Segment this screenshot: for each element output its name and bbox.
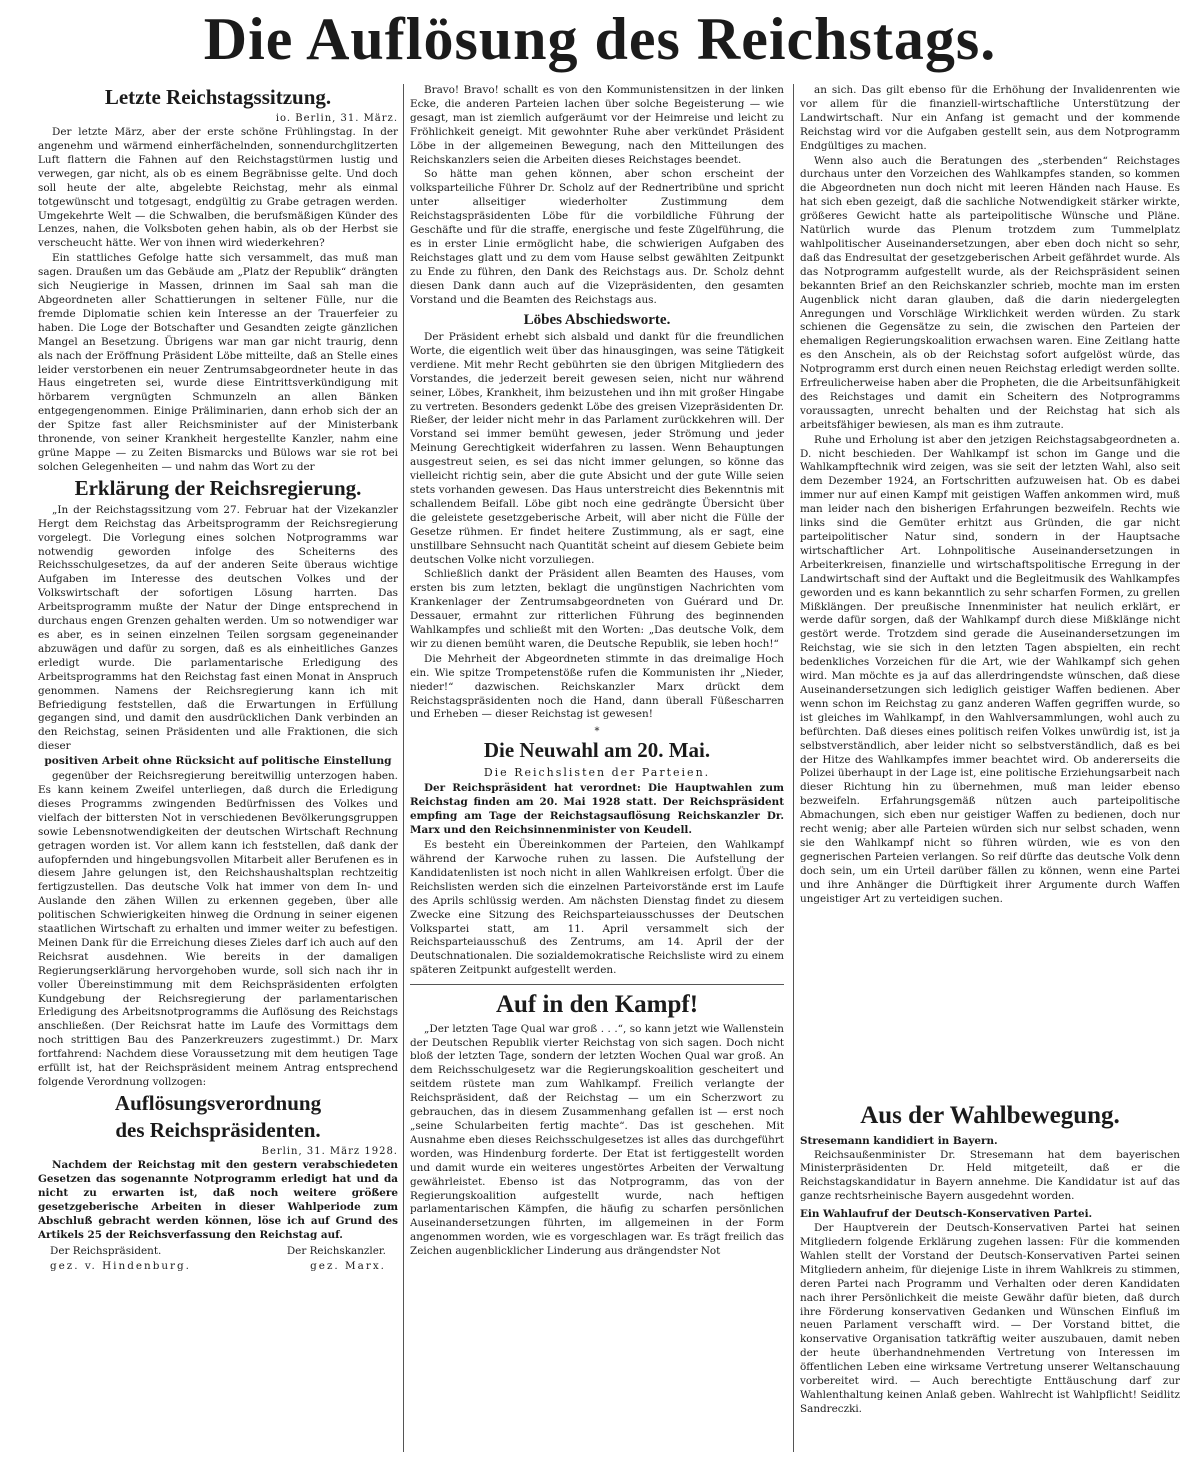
subheading: Stresemann kandidiert in Bayern. <box>800 1134 998 1147</box>
separator-star: * <box>594 726 600 738</box>
paragraph: Ein stattliches Gefolge hatte sich versammelt, das muß man sagen. Draußen um das Gebäude am „Platz der Republik“ drängten sich Neugierige in Massen, drinnen im Saal sah man die Abgeordneten aller Schattierungen in seltener Fülle, nur die fremde Diplomatie schien kein Interesse an der Trauerfeier zu haben. Die Loge der Botschafter und Gesandten zeigte gänzlichen Mangel an Besetzung. Übrigens war man gar nicht traurig, denn als nach der Eröffnung Präsident Löbe mitteilte, daß an Stelle eines leider verstorbenen ein neuer Zentrumsabgeordneter heute in das Haus eingetreten sei, wurde diese Eintrittsverkündigung mit hörbarem vergnügten Schmunzeln an allen Bänken entgegengenommen. Einige Präliminarien, dann erhob sich der an der Spitze fast aller Reichsminister auf der Ministerbank thronende, von seiner Krankheit hergestellte Kanzler, nahm eine grüne Mappe — zu Zeiten Bismarcks und Bülows war sie rot bei solchen Gelegenheiten — und nahm das Wort zu der <box>38 252 398 473</box>
section-heading: Letzte Reichstagssitzung. <box>104 85 332 109</box>
divider <box>410 984 784 985</box>
page-headline: Die Auflösung des Reichstags. <box>203 6 997 72</box>
column-1 <box>38 84 398 1446</box>
signature-names <box>38 1259 398 1274</box>
section-heading: Die Neuwahl am 20. Mai. <box>483 738 711 763</box>
paragraph: Wenn also auch die Beratungen des „sterbenden“ Reichstages durchaus unter den Vorzeichen des Wahlkampfes standen, so kommen die Abgeordneten nun doch nicht mit leeren Händen nach Hause. Es hat sich eben gezeigt, daß die sachliche Notwendigkeit stärker wirkte, größeres Gewicht hatte als parteipolitische Wünsche und Pläne. Natürlich wurde das Plenum trotzdem zum Tummelplatz wahlpolitischer Auseinandersetzungen, aber eben doch nicht so sehr, daß das Endresultat der gesetzgeberischen Arbeit gefährdet wurde. Als das Notprogramm aufgestellt wurde, als der Reichspräsident seinen bekannten Brief an den Reichskanzler schrieb, mochte man im ersten Augenblick nicht daran glauben, daß die darin niedergelegten Anregungen und Vorschläge Wirklichkeit werden würden. Zu stark schienen die Gegensätze zu sein, die zwischen den Parteien der ehemaligen Regierungskoalition erwachsen waren. Eine Zeitlang hatte es den Anschein, als ob der Reichstag sofort aufgelöst würde, das Notprogramm erst durch einen neuen Reichstag erledigt werden sollte. Erfreulicherweise haben aber die Propheten, die die Arbeitsunfähigkeit des Reichstages und damit ein Scheitern des Notprogramms voraussagten, unrecht behalten und der Reichstag hat sich als arbeitsfähiger bewiesen, als man es ihm zutraute. <box>800 154 1180 431</box>
paragraph: Der Präsident erhebt sich alsbald und dankt für die freundlichen Worte, die eigentlich weit über das hinausgingen, was seine Tätigkeit verdiene. Mit mehr Recht gebührten sie den übrigen Mitgliedern des Vorstandes, die jederzeit bereit gewesen seien, nicht nur während seiner, Löbes, Krankheit, ihm beizustehen und ihn mit großer Hingabe zu vertreten. Besonders gedenkt Löbe des greisen Vizepräsidenten Dr. Rießer, der leider nicht mehr in das Parlament zurückkehren will. Der Vorstand sei immer bemüht gewesen, jeder Strömung und jeder Meinung Gerechtigkeit widerfahren zu lassen. Wenn Behauptungen ausgestreut seien, es sei das nicht immer gelungen, so könne das vielleicht richtig sein, aber die gute Absicht und der gute Wille seien stets vorhanden gewesen. Das Haus unterstreicht dies Bekenntnis mit schallendem Beifall. Löbe gibt noch eine gedrängte Übersicht über die geleistete gesetzgeberische Arbeit, will aber nicht die Fülle der Gesetze rühmen. Er findet heitere Zustimmung, als er sagt, eine unstillbare Sehnsucht nach Quantität scheint auf diesem Gebiete beim deutschen Volke nicht vorzuliegen. <box>410 331 784 566</box>
column-divider <box>403 84 404 1452</box>
signature-title: Der Reichskanzler. <box>286 1244 386 1257</box>
paragraph: Der Hauptverein der Deutsch-Konservativen Partei hat seinen Mitgliedern folgende Erklärung zugehen lassen: Für die kommenden Wahlen stellt der Vorstand der Deutsch-Konservativen Partei seinen Mitgliedern anheim, für diejenige Liste in ihrem Wahlkreis zu stimmen, deren Partei nach Programm und Verhalten oder deren Kandidaten nach ihrer Persönlichkeit die meiste Gewähr dafür bieten, daß durch ihre Förderung konservativen Gedanken und Wünschen Einfluß im neuen Parlament verschafft wird. — Der Vorstand bittet, die konservative Organisation tatkräftig weiter auszubauen, damit neben der heute überhandnehmenden Vertretung von Interessen im öffentlichen Leben eine wirksame Vertretung unserer Weltanschauung vorbereitet wird. — Auch berechtigte Enttäuschung darf zur Wahlenthaltung keinen Anlaß geben. Wahlrecht ist Wahlpflicht! Seidlitz Sandreczki. <box>800 1222 1180 1415</box>
paragraph: Es besteht ein Übereinkommen der Parteien, den Wahlkampf während der Karwoche ruhen zu lassen. Die Aufstellung der Kandidatenlisten ist noch nicht in allen Wahlkreisen erfolgt. Über die Reichslisten werden sich die einzelnen Parteivorstände erst im Laufe des Aprils schlüssig werden. Am nächsten Dienstag findet zu diesem Zwecke eine Sitzung des Reichsparteiausschusses der Deutschen Volkspartei statt, am 11. April versammelt sich der Reichsparteiausschuß des Zentrums, am 14. April der der Deutschnationalen. Die sozialdemokratische Reichsliste wird zu einem späteren Zeitpunkt aufgestellt werden. <box>410 839 784 977</box>
dateline: io. Berlin, 31. März. <box>275 113 398 125</box>
signature-name: gez. Marx. <box>310 1259 386 1272</box>
column-3 <box>800 84 1180 1104</box>
signature-title: Der Reichspräsident. <box>50 1244 162 1257</box>
section-heading: Aus der Wahlbewegung. <box>860 1102 1120 1129</box>
paragraph: Der letzte März, aber der erste schöne Frühlingstag. In der angenehm und wärmend einherfächelnden, sonnendurchglitzerten Luft flattern die Fahnen auf den Reichstagstürmen lustig und verwegen, gar nicht, als ob es einem Begräbnisse gelte. Und doch soll heute der alte, abgelebte Reichstag, mehr als einmal totgewünscht und totgesagt, endgültig zu Grabe getragen werden. Umgekehrte Welt — die Schwalben, die berufsmäßigen Künder des Lenzes, nahen, die Volksboten gehen habin, als ob der Herbst sie verscheucht hätte. Wer von ihnen wird wiederkehren? <box>38 126 398 250</box>
paragraph: gegenüber der Reichsregierung bereitwillig unterzogen haben. Es kann keinem Zweifel unterliegen, daß durch die Erledigung dieses Programms zwingenden Bedürfnissen des Volkes und vielfach der bittersten Not in verschiedenen Bevölkerungsgruppen sowie Lebensnotwendigkeiten der deutschen Wirtschaft Rechnung getragen worden ist. Vor allem kann ich feststellen, daß dank der aufopfernden und hingebungsvollen Mitarbeit aller Berufenen es in diesem Jahre gelungen ist, den Reichshaushaltsplan rechtzeitig fertigzustellen. Das deutsche Volk hat immer von dem In- und Auslande den zähen Willen zu erkennen gegeben, über alle politischen Schwierigkeiten hinweg die Ordnung in seiner eigenen staatlichen Wirtschaft zu erhalten und immer weiter zu befestigen. Meinen Dank für die Erreichung dieses Zieles darf ich auch auf den Reichsrat ausdehnen. Wie bereits in der damaligen Regierungserklärung hervorgehoben wurde, soll sich nach ihr in voller Übereinstimmung mit dem Reichspräsidenten erfolgten Kundgebung der Reichsregierung der parlamentarischen Erledigung des Arbeitsnotprogramms die Auflösung des Reichstags anschließen. (Der Reichsrat hatte im Laufe des Vormittags dem noch strittigen Bau des Panzerkreuzers zugestimmt.) Dr. Marx fortfahrend: Nachdem diese Voraussetzung mit dem heutigen Tage erfüllt ist, hat der Reichspräsident meinem Antrag entsprechend folgende Verordnung vollzogen: <box>38 770 398 1088</box>
paragraph: Reichsaußenminister Dr. Stresemann hat dem bayerischen Ministerpräsidenten Dr. Held mitgeteilt, daß er die Reichstagskandidatur in Bayern annehme. Die Kandidatur ist auf das ganze rechtsrheinische Bayern ausgedehnt worden. <box>800 1148 1180 1203</box>
highlighted-line: positiven Arbeit ohne Rücksicht auf politische Einstellung <box>44 755 392 768</box>
signature-titles <box>38 1244 398 1259</box>
paragraph: „Der letzten Tage Qual war groß . . .“, so kann jetzt wie Wallenstein der Deutschen Republik vierter Reichstag von sich sagen. Doch nicht bloß der letzten Tage, sondern der letzten Wochen Qual war groß. An dem Reichsschulgesetz war die Regierungskoalition gescheitert und seitdem rüstete man zum Wahlkampf. Freilich verlangte der Reichspräsident, daß der Reichstag — um ein Scherzwort zu gebrauchen, das in diesem Zusammenhang gefallen ist — erst noch „seine Schularbeiten fertig machte“. Das ist geschehen. Mit Ausnahme eben dieses Reichsschulgesetzes ist alles das durchgeführt worden, was Hindenburg forderte. Der Etat ist fertiggestellt worden und damit wurde ein weiteres ungestörtes Arbeiten der Verwaltung gewährleistet. Ebenso ist das Notprogramm, das von der Regierungskoalition aufgestellt wurde, nach heftigen parlamentarischen Kämpfen, die häufig zu scharfen persönlichen Auseinandersetzungen führten, im allgemeinen in der Form angenommen worden, wie es vorgeschlagen war. Es trägt freilich das Zeichen augenblicklicher Linderung aus drängendster Not <box>410 1022 784 1258</box>
section-heading: Auflösungsverordnung <box>114 1090 322 1115</box>
paragraph: Schließlich dankt der Präsident allen Beamten des Hauses, vom ersten bis zum letzten, beklagt die ungünstigen Nachrichten vom Krankenlager der Zentrumsabgeordneten von Guérard und Dr. Dessauer, ermahnt zur ritterlichen Führung des beginnenden Wahlkampfes und schließt mit den Worten: „Das deutsche Volk, dem wir zu dienen bemüht waren, die Deutsche Republik, sie leben hoch!“ <box>410 568 784 650</box>
paragraph: Ruhe und Erholung ist aber den jetzigen Reichstagsabgeordneten a. D. nicht beschieden. Der Wahlkampf ist schon im Gange und die Wahlkampftechnik wird zeigen, was sie seit der letzten Wahl, also seit dem Dezember 1924, an Fortschritten aufzuweisen hat. Ob es dabei immer nur auf einen Kampf mit geistigen Waffen ankommen wird, muß man leider nach den bisherigen Erfahrungen bezweifeln. Rechts wie links sind die Gemüter erhitzt aus Gründen, die gar nicht parteipolitischer Natur sind, sondern in der Hauptsache wirtschaftlicher Art. Lohnpolitische Auseinandersetzungen in Arbeiterkreisen, finanzielle und wirtschaftspolitische Erregung in der Landwirtschaft sind der Auftakt und die Begleitmusik des Wahlkampfes geworden und es kann bekanntlich zu sehr scharfen Formen, zu grellen Mißklängen. Der preußische Innenminister hat neulich erklärt, er werde dafür sorgen, daß der Wahlkampf durch diese Mißklänge nicht gestört werde. Trotzdem sind gerade die Auseinandersetzungen im Reichstag, wie sie sich in den letzten Tagen abspielten, ein recht bedenkliches Vorzeichen für die Art, wie der Wahlkampf sich gehen wird. Man möchte es ja auf das allerdringendste wünschen, daß diese Auseinandersetzungen sich lediglich geistiger Waffen bedienen. Aber wenn schon im Reichstag zu ganz anderen Waffen gegriffen wurde, so ist gleiches im Wahlkampf, in den Wahlversammlungen, wohl auch zu befürchten. Daß dieses eines politisch reifen Volkes unwürdig ist, ist ja selbstverständlich, aber leider nicht so selbstverständlich, daß es bei der Hitze des Wahlkampfes immer beachtet wird. Ob andererseits die Polizei überhaupt in der Lage ist, eine politische Erziehungsarbeit nach dieser Richtung hin zu übernehmen, muß man leider ebenso bezweifeln. Erfahrungsgemäß nützen auch parteipolitische Abmachungen, sich eben nur geistiger Waffen zu bedienen, doch nur recht wenig; aber alle Parteien würden sich nur selbst schaden, wenn sie den Wahlkampf nicht so führen würden, wie es von den gegnerischen Parteien verlangen. So reif dürfte das deutsche Volk denn doch sein, um ein Urteil darüber fällen zu können, wenn eine Partei und ihre Anhänger die Dürftigkeit ihrer Argumente durch Waffen ungeistiger Art zu verteidigen suchen. <box>800 433 1180 905</box>
column-3-bottom <box>800 1100 1180 1440</box>
decree-text: Nachdem der Reichstag mit den gestern verabschiedeten Gesetzen das sogenannte Notprogramm erledigt hat und da nicht zu erwarten ist, daß noch weitere größere gesetzgeberische Arbeiten in dieser Wahlperiode zum Abschluß gebracht werden können, löse ich auf Grund des Artikels 25 der Reichsverfassung den Reichstag auf. <box>38 1159 398 1241</box>
dateline: Berlin, 31. März 1928. <box>261 1146 398 1158</box>
column-2 <box>410 84 784 1456</box>
paragraph: „In der Reichstagssitzung vom 27. Februar hat der Vizekanzler Hergt dem Reichstag das Arbeitsprogramm der Reichsregierung vorgelegt. Die Vorlegung eines solchen Notprogramms war notwendig geworden infolge des Scheiterns des Reichsschulgesetzes, da auf der anderen Seite überaus wichtige Aufgaben im Interesse des deutschen Volkes und der Volkswirtschaft der sofortigen Lösung harrten. Das Arbeitsprogramm mußte der Natur der Dinge entsprechend in durchaus engen Grenzen gehalten werden. Um so notwendiger war es aber, es in seinen einzelnen Teilen sorgsam gegeneinander abzuwägen und dafür zu sorgen, daß es als einheitliches Ganzes erledigt wurde. Die parlamentarische Erledigung des Arbeitsprogramms hat den Reichstag fast einen Monat in Anspruch genommen. Namens der Reichsregierung kann ich mit Befriedigung feststellen, daß die Erwartungen in Erfüllung gegangen sind, und damit den ausdrücklichen Dank verbinden an den Reichstag, seinen Präsidenten und alle Fraktionen, die sich dieser <box>38 503 398 753</box>
section-heading: Erklärung der Reichsregierung. <box>74 475 362 500</box>
subheading: Ein Wahlaufruf der Deutsch-Konservativen Partei. <box>800 1208 1093 1221</box>
subheading: Die Reichslisten der Parteien. <box>483 766 711 780</box>
paragraph: Bravo! Bravo! schallt es von den Kommunistensitzen in der linken Ecke, die anderen Parteien lachen über solche Begeisterung — wie gesagt, man ist ziemlich aufgeräumt vor der Heimreise und leicht zu Fröhlichkeit geneigt. Mit gewohnter Ruhe aber verkündet Präsident Löbe in der allgemeinen Bewegung, nach den Mitteilungen des Reichskanzlers seien die Arbeiten dieses Reichstages beendet. <box>410 84 784 166</box>
section-heading: Löbes Abschiedsworte. <box>523 311 671 328</box>
paragraph: an sich. Das gilt ebenso für die Erhöhung der Invalidenrenten wie vor allem für die finanziell-wirtschaftliche Unterstützung der Landwirtschaft. Nur ein Anfang ist gemacht und der kommende Reichstag wird vor die Aufgaben gestellt sein, aus dem Notprogramm Endgültiges zu machen. <box>800 84 1180 152</box>
paragraph: Die Mehrheit der Abgeordneten stimmte in das dreimalige Hoch ein. Wie spitze Trompetenstöße rufen die Kommunisten ihr „Nieder, nieder!“ dazwischen. Reichskanzler Marx drückt dem Reichstagspräsidenten noch die Hand, dann überall Füßescharren und Erheben — dieser Reichstag ist gewesen! <box>410 652 784 721</box>
section-heading: Auf in den Kampf! <box>495 991 699 1019</box>
column-divider <box>793 84 794 1452</box>
paragraph: So hätte man gehen können, aber schon erscheint der volksparteiliche Führer Dr. Scholz auf der Rednertribüne und spricht unter allseitiger wiederholter Zustimmung dem Reichstagspräsidenten Löbe für die vorbildliche Führung der Geschäfte und für die straffe, energische und feste Zügelführung, die es in erster Linie ermöglicht habe, die schwierigen Aufgaben des Reichstages glatt und zu dem vom Hause selbst gewählten Zeitpunkt zu Ende zu führen, den Dank des Reichstags aus. Dr. Scholz dehnt diesen Dank dann auch auf die Vizepräsidenten, den gesamten Vorstand und die Beamten des Reichstags aus. <box>410 168 784 306</box>
paragraph: Der Reichspräsident hat verordnet: Die Hauptwahlen zum Reichstag finden am 20. Mai 1928 statt. Der Reichspräsident empfing am Tage der Reichstagsauflösung Reichskanzler Dr. Marx und den Reichsinnenminister von Keudell. <box>410 782 784 837</box>
signature-name: gez. v. Hindenburg. <box>50 1259 191 1272</box>
section-heading: des Reichspräsidenten. <box>115 1118 321 1142</box>
